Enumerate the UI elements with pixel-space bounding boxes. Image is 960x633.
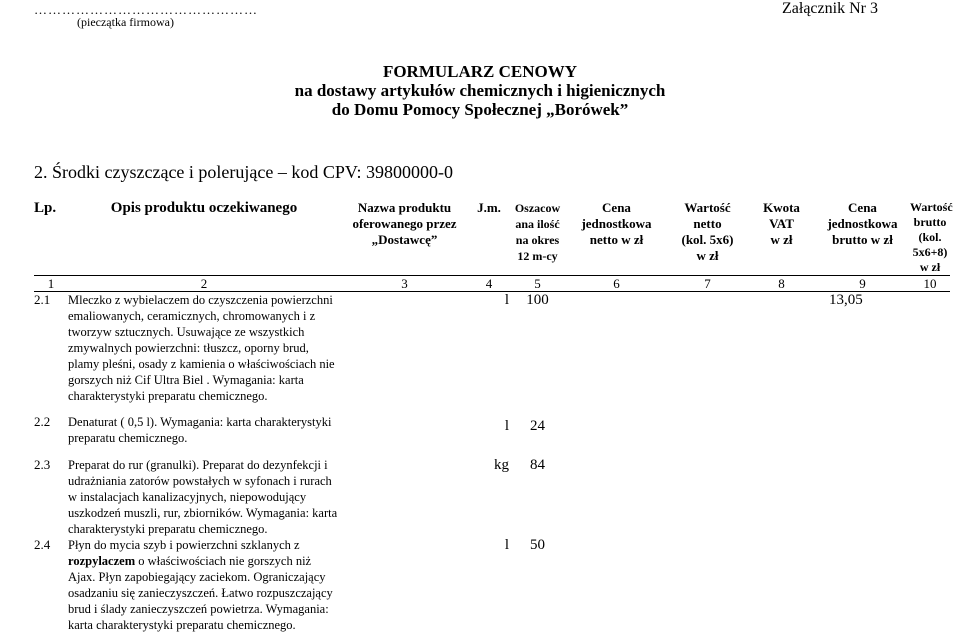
row-quantity: 50	[530, 537, 545, 553]
row-unit: l	[504, 292, 509, 308]
hdr-line: jednostkowa	[581, 216, 652, 231]
row-vat	[748, 457, 815, 537]
hdr-line: w zł	[696, 248, 719, 263]
col-header-unit: J.m.	[477, 200, 501, 215]
row-vat	[748, 292, 815, 415]
hdr-line: oferowanego przez	[352, 216, 457, 231]
title-line-1: FORMULARZ CENOWY	[382, 62, 578, 81]
row-lp: 2.4	[34, 537, 51, 552]
row-product-name	[340, 292, 469, 415]
hdr-line: na okres	[515, 233, 560, 247]
hdr-line: Cena	[848, 200, 877, 215]
column-number: 5	[509, 276, 566, 292]
row-description	[68, 537, 340, 633]
col-header-product-name	[340, 200, 469, 276]
row-unit: l	[504, 418, 509, 434]
row-unit: kg	[494, 457, 509, 473]
hdr-line: Nazwa produktu	[357, 200, 452, 215]
table-row	[34, 537, 950, 633]
row-quantity: 24	[530, 418, 545, 434]
row-unit-price-net	[566, 414, 667, 457]
col-header-quantity	[509, 200, 566, 276]
row-vat	[748, 537, 815, 633]
row-unit: l	[504, 537, 509, 553]
title-line-3: do Domu Pomocy Społecznej „Borówek”	[331, 100, 629, 119]
column-number-row	[34, 276, 950, 292]
hdr-line: netto w zł	[589, 232, 644, 247]
row-lp: 2.2	[34, 414, 51, 429]
row-quantity: 100	[526, 292, 549, 308]
row-description: Preparat do rur (granulki). Preparat do dezynfekcji i udrażniania zatorów powstałych w syfonach i rurach w instalacjach kanalizacyjnych, niepowodujący uszkodzeń muszli, rur, zbiorników. Wymagania: karta charakterystyki preparatu chemicznego.	[68, 458, 338, 536]
hdr-line: VAT	[769, 216, 794, 231]
column-number: 7	[667, 276, 748, 292]
hdr-line: 12 m-cy	[517, 249, 558, 263]
row-unit-price-net	[566, 292, 667, 415]
column-number: 8	[748, 276, 815, 292]
row-value-net	[667, 537, 748, 633]
stamp-dots: …………………………………………	[34, 2, 258, 17]
column-number: 2	[68, 276, 340, 292]
row-description: Denaturat ( 0,5 l). Wymagania: karta charakterystyki preparatu chemicznego.	[68, 415, 332, 445]
hdr-line: Wartość	[684, 200, 731, 215]
hdr-line: netto	[693, 216, 722, 231]
col-header-vat	[748, 200, 815, 276]
row-lp: 2.1	[34, 292, 51, 307]
column-number: 1	[34, 276, 68, 292]
section-title: 2. Środki czyszczące i polerujące – kod CPV: 39800000-0	[34, 162, 454, 182]
form-title	[0, 62, 960, 119]
hdr-line: 5x6+8)	[912, 245, 948, 259]
col-header-unit-price-gross	[815, 200, 910, 276]
row-product-name	[340, 457, 469, 537]
column-number: 3	[340, 276, 469, 292]
row-quantity: 84	[530, 457, 545, 473]
row-value-gross	[910, 414, 950, 457]
col-header-description: Opis produktu oczekiwanego	[110, 200, 298, 216]
row-value-gross	[910, 457, 950, 537]
hdr-line: Oszacow	[514, 201, 561, 215]
price-table	[34, 200, 953, 633]
row-unit-price-gross	[815, 537, 910, 633]
hdr-line: w zł	[919, 260, 941, 274]
column-number: 6	[566, 276, 667, 292]
row-product-name	[340, 414, 469, 457]
row-unit-price-net	[566, 537, 667, 633]
hdr-line: (kol. 5x6)	[681, 232, 734, 247]
annex-label: Załącznik Nr 3	[782, 0, 878, 17]
row-unit-price-net	[566, 457, 667, 537]
row-product-name	[340, 537, 469, 633]
desc-part: o właściwościach nie gorszych niż Ajax. Płyn zapobiegający zaciekom. Ograniczający osadzaniu się zanieczyszczeń. Łatwo rozpuszczający brud i ślady zanieczyszczeń powietrza. Wymagania: karta charakterystyki preparatu chemicznego.	[68, 554, 333, 632]
row-value-net	[667, 457, 748, 537]
table-row	[34, 414, 950, 457]
row-value-net	[667, 292, 748, 415]
row-value-gross	[910, 537, 950, 633]
stamp-label: (pieczątka firmowa)	[77, 15, 174, 29]
column-number: 10	[910, 276, 950, 292]
column-number: 9	[815, 276, 910, 292]
desc-bold-part: rozpylaczem	[68, 554, 136, 568]
hdr-line: Kwota	[763, 200, 800, 215]
row-value-net	[667, 414, 748, 457]
title-line-2: na dostawy artykułów chemicznych i higienicznych	[294, 81, 666, 100]
col-header-lp: Lp.	[34, 200, 57, 216]
hdr-line: brutto	[913, 215, 947, 229]
col-header-value-net	[667, 200, 748, 276]
hdr-line: „Dostawcę”	[371, 232, 438, 247]
col-header-value-gross	[910, 200, 953, 276]
row-vat	[748, 414, 815, 457]
hdr-line: w zł	[770, 232, 793, 247]
row-unit-price-gross: 13,05	[829, 292, 863, 308]
row-value-gross	[910, 292, 950, 415]
table-row	[34, 457, 950, 537]
row-lp: 2.3	[34, 457, 51, 472]
row-description: Mleczko z wybielaczem do czyszczenia powierzchni emaliowanych, ceramicznych, chromowanych i z tworzyw sztucznych. Usuwające ze wszystkich zmywalnych powierzchni: tłuszcz, oporny brud, plamy pleśni, osady z kamienia o właściwościach nie gorszych niż Cif Ultra Biel . Wymagania: karta charakterystyki preparatu chemicznego.	[68, 293, 335, 403]
column-number: 4	[469, 276, 509, 292]
row-unit-price-gross	[815, 457, 910, 537]
hdr-line: Cena	[602, 200, 631, 215]
hdr-line: jednostkowa	[827, 216, 898, 231]
desc-part: Płyn do mycia szyb i powierzchni szklanych z	[68, 538, 300, 552]
table-header-row	[34, 200, 950, 276]
col-header-unit-price-net	[566, 200, 667, 276]
hdr-line: ana ilość	[515, 217, 560, 231]
hdr-line: Wartość	[910, 200, 953, 214]
row-unit-price-gross	[815, 414, 910, 457]
hdr-line: (kol.	[918, 230, 942, 244]
table-row	[34, 292, 950, 415]
hdr-line: brutto w zł	[832, 232, 893, 247]
